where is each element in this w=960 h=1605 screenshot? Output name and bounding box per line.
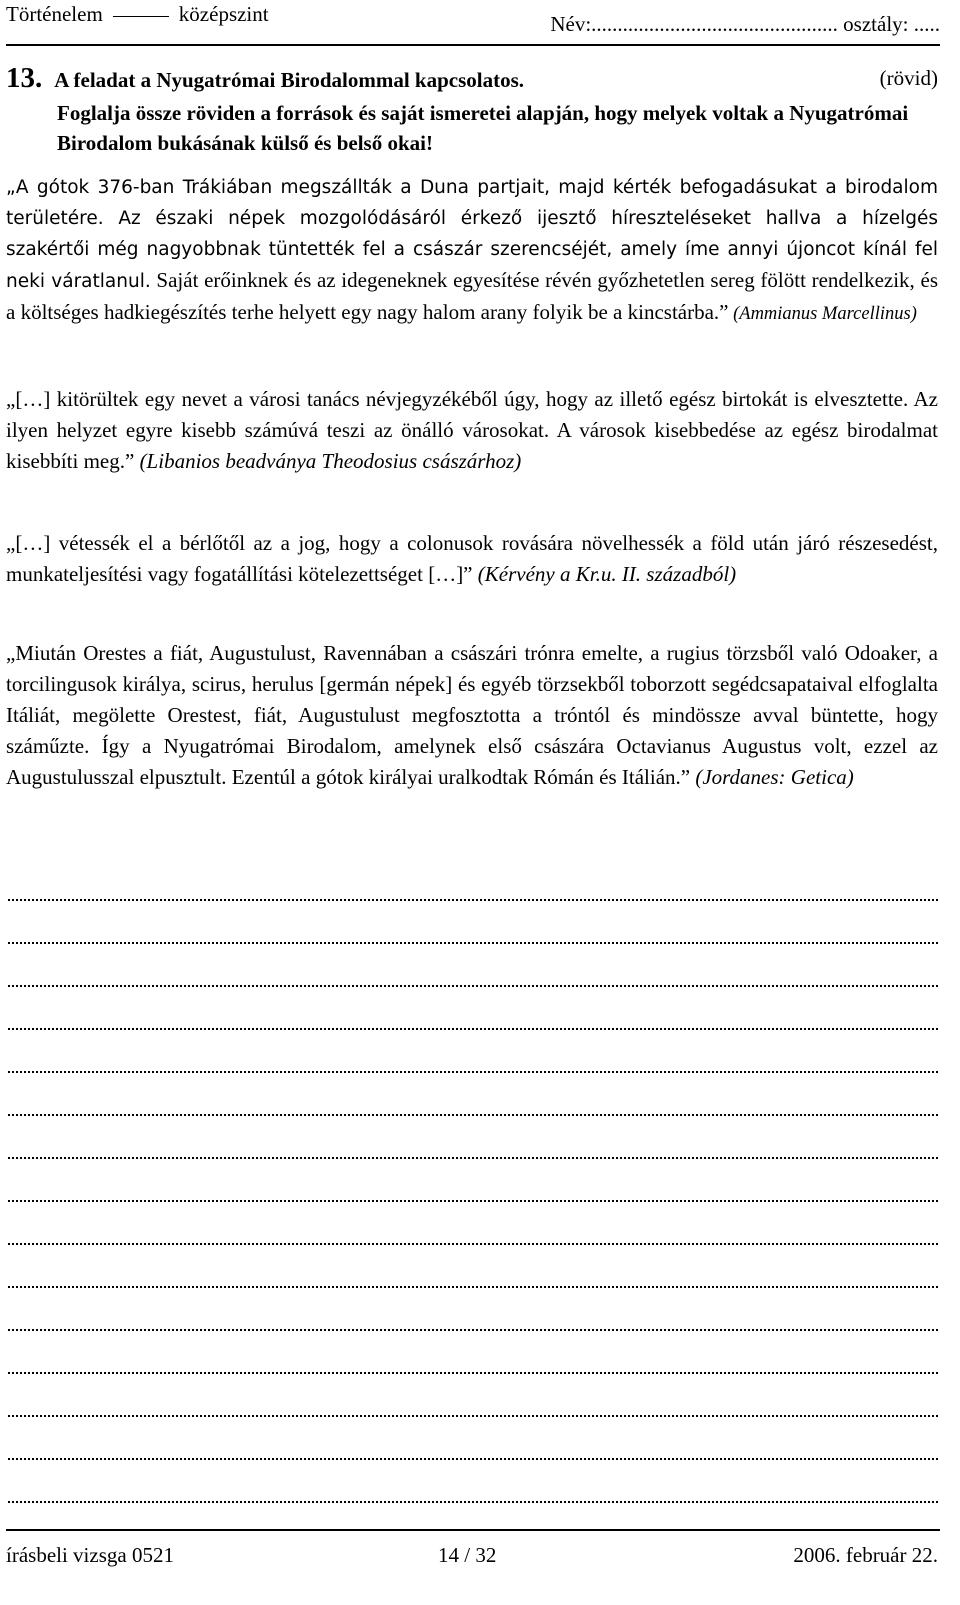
footer-date: 2006. február 22. — [793, 1543, 938, 1567]
source-text-cont: Saját erőinknek és az idegeneknek egyesítése révén győzhetetlen sereg fölött rendelkezik, és a költséges hadkiegészítés terhe helyett egy nagy halom arany folyik be a kincstárba.” — [6, 268, 938, 324]
source-jordanes — [6, 638, 938, 793]
task-title-row — [6, 62, 938, 95]
answer-line[interactable] — [8, 1331, 938, 1374]
task-title: A feladat a Nyugatrómai Birodalommal kapcsolatos. — [54, 68, 525, 92]
answer-line[interactable] — [8, 1073, 938, 1116]
source-citation: (Libanios beadványa Theodosius császárhoz) — [134, 449, 522, 473]
source-citation: (Ammianus Marcellinus) — [728, 304, 917, 324]
name-class-field[interactable]: Név:............................................... osztály: ..... — [550, 12, 940, 36]
source-citation: (Kérvény a Kr.u. II. századból) — [472, 562, 737, 586]
answer-line[interactable] — [8, 1288, 938, 1331]
page-header — [6, 0, 940, 46]
answer-line[interactable] — [8, 1460, 938, 1503]
source-text: „[…] kitörültek egy nevet a városi tanács névjegyzékéből úgy, hogy az illető egész birtokát is elvesztette. Az ilyen helyzet egyre kisebb számúvá teszi az önálló városokat. A városok kisebbedése az egész birodalmat kisebbíti meg.” — [6, 387, 938, 473]
header-dash — [113, 16, 169, 17]
answer-line[interactable] — [8, 1202, 938, 1245]
footer-rule — [6, 1529, 940, 1531]
source-libanios — [6, 384, 938, 477]
answer-line[interactable] — [8, 1116, 938, 1159]
source-ammianus — [6, 172, 938, 330]
source-kerveny — [6, 528, 938, 590]
answer-line[interactable] — [8, 1245, 938, 1288]
answer-line[interactable] — [8, 858, 938, 901]
answer-line[interactable] — [8, 987, 938, 1030]
footer-page-number: 14 / 32 — [438, 1543, 497, 1567]
header-subject-level — [6, 2, 269, 27]
task-kind: (rövid) — [879, 66, 938, 90]
subject-label: Történelem — [6, 2, 103, 26]
answer-line[interactable] — [8, 1159, 938, 1202]
answer-line[interactable] — [8, 1417, 938, 1460]
task-instruction: Foglalja össze röviden a források és saját ismeretei alapján, hogy melyek voltak a Nyugatrómai Birodalom bukásának külső és belső okai! — [57, 101, 909, 155]
task-number: 13. — [6, 62, 43, 94]
answer-line[interactable] — [8, 1374, 938, 1417]
source-citation: (Jordanes: Getica) — [690, 765, 854, 789]
source-text: „A gótok 376-ban Trákiában megszállták a Duna partjait, majd kérték befogadásukat a birodalom területére. Az északi népek mozgolódásáról érkező ijesztő híreszteléseket hallva a hízelgés szakértői még nagyobbnak tüntették fel a császár szerencséjét, amely íme annyi újoncot kínál fel neki váratlanul. — [6, 177, 938, 292]
answer-line[interactable] — [8, 944, 938, 987]
level-label: középszint — [178, 2, 269, 26]
answer-line[interactable] — [8, 901, 938, 944]
source-text: „[…] vétessék el a bérlőtől az a jog, hogy a colonusok rovására növelhessék a föld után járó részesedést, munkateljesítési vagy fogatállítási kötelezettséget […]” — [6, 531, 938, 586]
answer-lines[interactable] — [6, 858, 938, 1503]
answer-line[interactable] — [8, 1030, 938, 1073]
source-text: „Miután Orestes a fiát, Augustulust, Ravennában a császári trónra emelte, a rugius törzsből való Odoaker, a torcilingusok királya, scirus, herulus [germán népek] és egyéb törzsekből toborzott segédcsapataival elfoglalta Itáliát, megölette Orestest, fiát, Augustulust megfosztotta a tróntól és mindössze avval büntette, hogy száműzte. Így a Nyugatrómai Birodalom, amelynek első császára Octavianus Augustus volt, ezzel az Augustulusszal elpusztult. Ezentúl a gótok királyai uralkodtak Rómán és Itálián.” — [6, 641, 938, 789]
footer-exam: írásbeli vizsga 0521 — [6, 1543, 174, 1567]
